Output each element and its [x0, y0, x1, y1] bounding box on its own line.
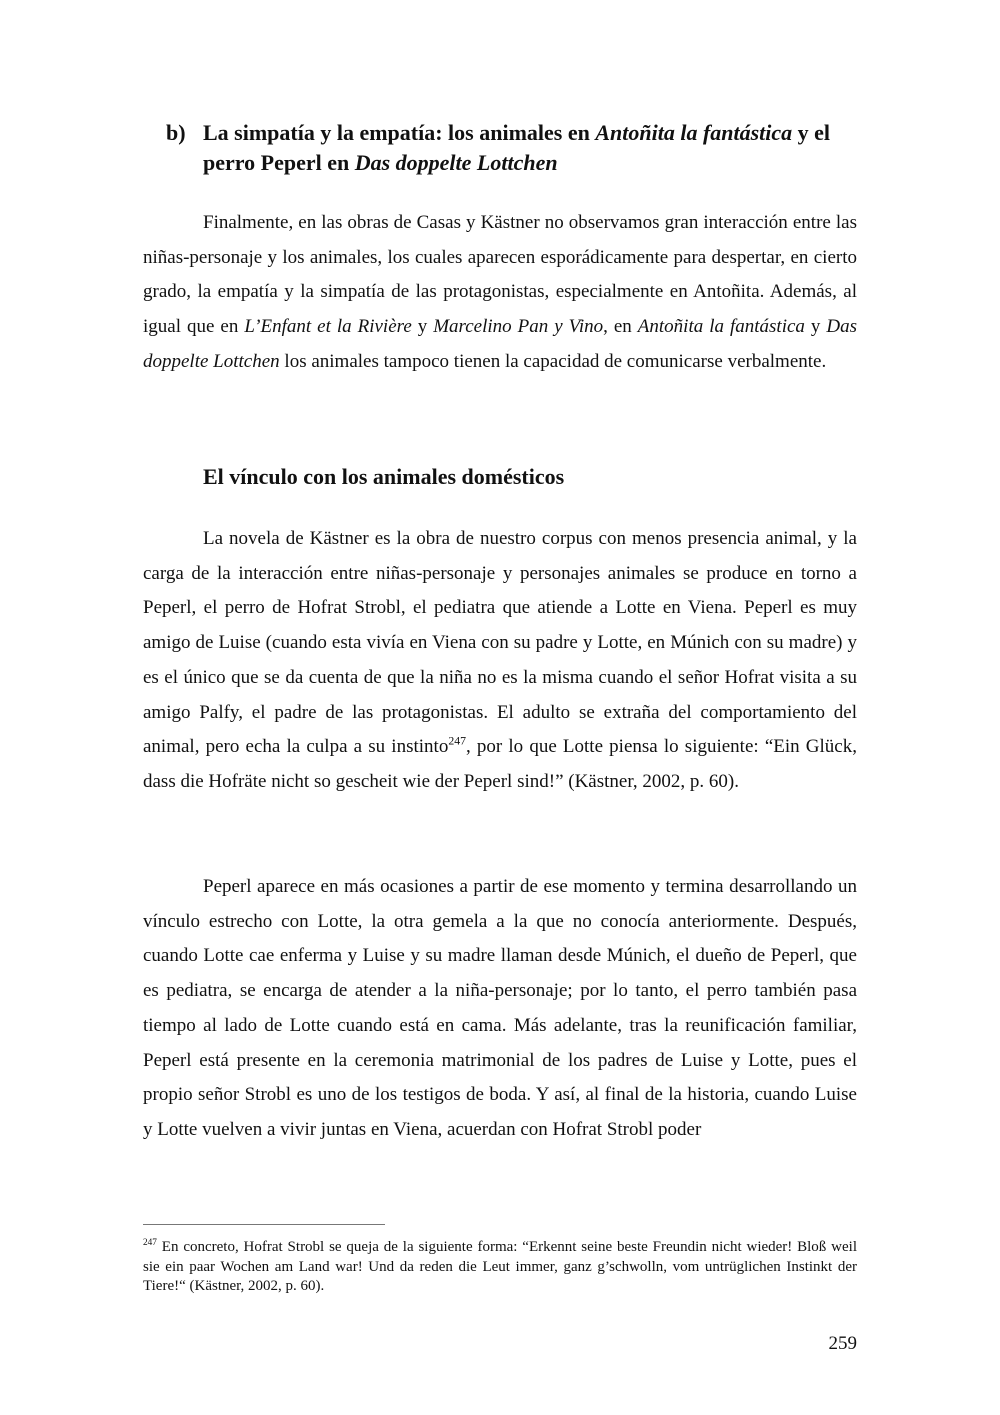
footnote-number: 247	[143, 1238, 157, 1248]
section-title: La simpatía y la empatía: los animales en Antoñita la fantástica y el perro Peperl en Das doppelte Lottchen	[203, 120, 831, 175]
page-number: 259	[828, 1333, 857, 1354]
section-heading	[166, 118, 866, 178]
footnote-divider	[143, 1224, 385, 1225]
section-number: b)	[166, 120, 186, 145]
footnote-text: En concreto, Hofrat Strobl se queja de la siguiente forma: “Erkennt seine beste Freundin nicht wieder! Bloß weil sie ein paar Wochen am Land war! Und da reden die Leut immer, ganz g’schwolln, vom untrüglichen Instinkt der Tiere!“ (Kästner, 2002, p. 60).	[143, 1239, 857, 1294]
paragraph-2: La novela de Kästner es la obra de nuestro corpus con menos presencia animal, y la carga de la interacción entre niñas-personaje y personajes animales se produce en torno a Peperl, el perro de Hofrat Strobl, el pediatra que atiende a Lotte en Viena. Peperl es muy amigo de Luise (cuando esta vivía en Viena con su padre y Lotte, en Múnich con su madre) y es el único que se da cuenta de que la niña no es la misma cuando el señor Hofrat visita a su amigo Palfy, el padre de las protagonistas. El adulto se extraña del comportamiento del animal, pero echa la culpa a su instinto$^{247}$, por lo que Lotte piensa lo siguiente: “Ein Glück, dass die Hofräte nicht so gescheit wie der Peperl sind!” (Kästner, 2002, p. 60).	[143, 528, 857, 792]
paragraph-3: Peperl aparece en más ocasiones a partir de ese momento y termina desarrollando un vínculo estrecho con Lotte, la otra gemela a la que no conocía anteriormente. Después, cuando Lotte cae enferma y Luise y su madre llaman desde Múnich, el dueño de Peperl, que es pediatra, se encarga de atender a la niña-personaje; por lo tanto, el perro también pasa tiempo al lado de Lotte cuando está en cama. Más adelante, tras la reunificación familiar, Peperl está presente en la ceremonia matrimonial de los padres de Luise y Lotte, pues el propio señor Strobl es uno de los testigos de boda. Y así, al final de la historia, cuando Luise y Lotte vuelven a vivir juntas en Viena, acuerdan con Hofrat Strobl poder	[143, 876, 857, 1140]
footnote	[143, 1238, 857, 1297]
subsection-heading: El vínculo con los animales domésticos	[203, 464, 565, 489]
paragraph-1: Finalmente, en las obras de Casas y Kästner no observamos gran interacción entre las niñas-personaje y los animales, los cuales aparecen esporádicamente para despertar, en cierto grado, la empatía y la simpatía de las protagonistas, especialmente en Antoñita. Además, al igual que en L’Enfant et la Rivière y Marcelino Pan y Vino, en Antoñita la fantástica y Das doppelte Lottchen los animales tampoco tienen la capacidad de comunicarse verbalmente.	[143, 212, 858, 372]
footnote-reference[interactable]: 247	[448, 734, 466, 748]
